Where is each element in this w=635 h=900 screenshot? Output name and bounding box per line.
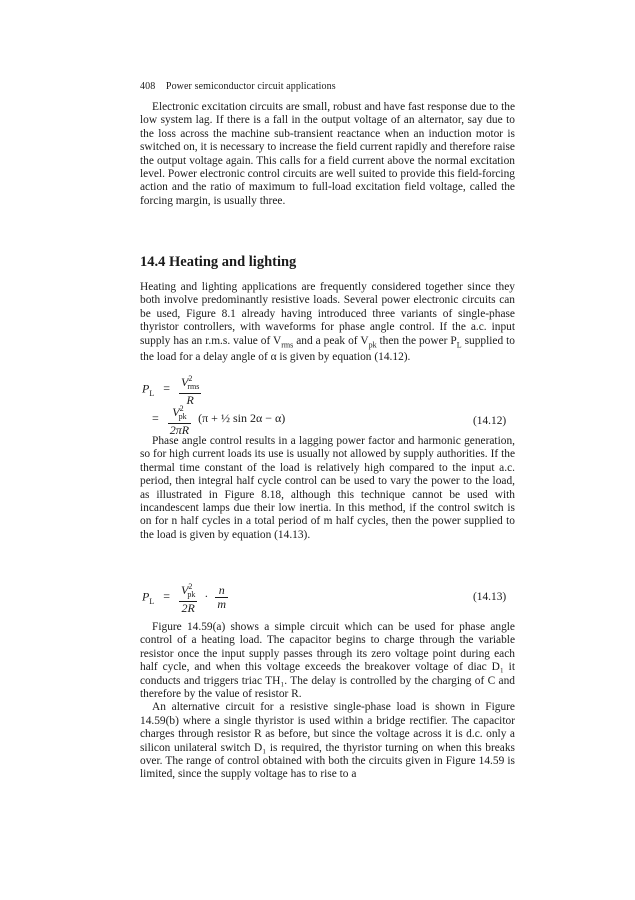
running-header <box>140 81 336 92</box>
paragraph-text: An alternative circuit for a resistive single-phase load is shown in Figure 14.59(b) where a single thyristor is used within a bridge rectifier. The capacitor charges through resistor R as before, but since the voltage across it is d.c. only a silicon unilateral switch D₁ is required, the thyristor turning on when this breaks over. The range of control obtained with both the circuits given in Figure 14.59 is limited, since the supply voltage has to rise to a <box>140 701 515 781</box>
fraction: $\frac{V^2_{pk}}{2R}$ <box>181 582 196 616</box>
fraction: $\frac{V^2_{rms}}{R}$ <box>181 374 200 408</box>
paragraph-heating-intro <box>140 281 515 365</box>
equation-power-rms: $P_L$ = $\frac{V^2_{rms}}{R}$ <box>142 374 200 408</box>
equation-number: (14.13) <box>473 591 507 603</box>
equation-power-peak: = $\frac{V^2_{pk}}{2\pi R}$ (π + ½ sin 2α − α) <box>152 404 286 438</box>
fraction: $\frac{n}{m}$ <box>217 583 227 612</box>
paragraph-figure-a <box>140 621 515 782</box>
paragraph-text: Figure 14.59(a) shows a simple circuit which can be used for phase angle control of a heating load. The capacitor begins to charge through the variable resistor once the input supply passes through its zero voltage point during each half cycle, and when this voltage exceeds the breakover voltage of diac D₁ it conducts and triggers triac TH₁. The delay is controlled by the charging of C and therefore by the value of resistor R. <box>140 621 515 701</box>
equation-number: (14.12) <box>473 415 507 427</box>
page-number: 408 <box>140 81 156 92</box>
paragraph-excitation <box>140 101 515 208</box>
paragraph-text: Electronic excitation circuits are small, robust and have fast response due to the low system lag. If there is a fall in the output voltage of an alternator, say due to the loss across the machine sub-transient reactance when an induction motor is switched on, it is necessary to increase the field current rapidly and therefore raise the output voltage again. This calls for a field current above the normal excitation level. Power electronic control circuits are well suited to provide this field-forcing action and the ratio of maximum to full-load excitation field voltage, called the forcing margin, is usually three. <box>140 101 515 207</box>
paragraph-phase-angle <box>140 435 515 542</box>
equation-integral-cycle: $P_L$ = $\frac{V^2_{pk}}{2R}$ · $\frac{n}{m}$ <box>142 582 227 616</box>
fraction: $\frac{V^2_{pk}}{2\pi R}$ <box>169 404 190 438</box>
running-title: Power semiconductor circuit applications <box>165 81 336 92</box>
paragraph-text: Heating and lighting applications are frequently considered together since they both involve predominantly resistive loads. Several power electronic circuits can be used, Figure 8.1 already having introduced three variants of single-phase thyristor controllers, with waveforms for phase angle control. If the a.c. input supply has an r.m.s. value of $V_{rms}$ and a peak of $V_{pk}$ then the power $P_L$ supplied to the load for a delay angle of α is given by equation (14.12). <box>140 281 516 364</box>
section-heading: 14.4 Heating and lighting <box>140 254 297 270</box>
paragraph-text: Phase angle control results in a lagging power factor and harmonic generation, so for high current loads its use is usually not allowed by supply authorities. If the thermal time constant of the load is relatively high compared to the input a.c. period, then integral half cycle control can be used to vary the power to the load, as illustrated in Figure 8.18, although this technique cannot be used with incandescent lamps due their low inertia. In this method, if the control switch is on for n half cycles in a total period of m half cycles, then the power supplied to the load is given by equation (14.13). <box>140 435 515 541</box>
